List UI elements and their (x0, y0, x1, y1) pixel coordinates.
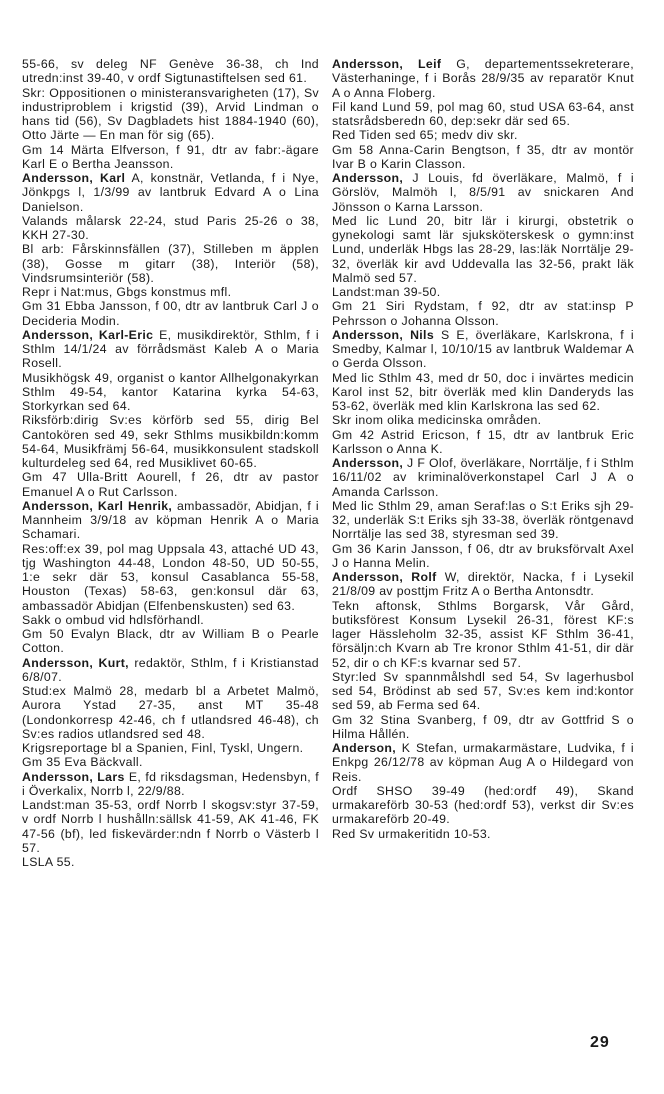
entry-text: K Stefan, urmakarmästare, Ludvika, f i Enkpg 26/12/78 av köpman Aug A o Hildegard von Reis. (332, 741, 634, 784)
entry-paragraph (22, 542, 319, 613)
entry-paragraph (332, 128, 634, 142)
entry-name: Andersson, Karl Henrik, (22, 498, 173, 513)
entry-text: ambassadör, Abidjan, f i Mannheim 3/9/18 av köpman Henrik A o Maria Schamari. (22, 498, 320, 542)
entry-paragraph (22, 413, 319, 470)
entry-text: Sakk o ombud vid hdlsförhandl. (22, 612, 205, 627)
entry-paragraph (22, 299, 319, 328)
entry-text: Med lic Lund 20, bitr lär i kirurgi, obstetrik o gynekologi samt lär sjuksköterskesk o gymn:inst Lund, underläk Hbgs las 28-29, las:läk Norrtälje 29-32, överläk kir avd Uddevalla las 32-56, prakt läk Malmö sed 57. (332, 213, 634, 285)
entry-paragraph (332, 428, 634, 457)
entry-paragraph (332, 499, 634, 542)
page-number: 29 (590, 1034, 610, 1051)
entry-name: Andersson, Rolf (332, 570, 437, 584)
entry-text: W, direktör, Nacka, f i Lysekil 21/8/09 av posttjm Fritz A o Bertha Antonsdtr. (332, 570, 635, 599)
entry-name: Andersson, Lars (22, 769, 125, 784)
entry-text: Red Tiden sed 65; medv div skr. (332, 128, 518, 143)
entry-text: Krigsreportage bl a Spanien, Finl, Tyskl, Ungern. (22, 741, 304, 755)
entry-paragraph (22, 755, 319, 769)
entry-text: E, fd riksdagsman, Hedensbyn, f i Överkalix, Norrb l, 22/9/88. (22, 769, 319, 798)
biography-entry (22, 328, 319, 371)
entry-paragraph (332, 143, 634, 172)
entry-text: redaktör, Sthlm, f i Kristianstad 6/8/07. (22, 655, 319, 684)
entry-text: Bl arb: Fårskinnsfällen (37), Stilleben m äpplen (38), Gosse m gitarr (38), Interiör (58), Vindsrumsinteriör (58). (22, 242, 319, 285)
entry-name: Andersson, (332, 171, 404, 185)
entry-paragraph (332, 827, 634, 841)
entry-text: Fil kand Lund 59, pol mag 60, stud USA 63-64, anst statsrådsberedn 60, dep:sekr där sed 65. (332, 99, 634, 128)
entry-name: Andersson, Kurt, (22, 655, 129, 670)
biography-entry (22, 656, 319, 685)
entry-paragraph (22, 242, 319, 285)
right-column (332, 57, 634, 841)
entry-text: Gm 47 Ulla-Britt Aourell, f 26, dtr av pastor Emanuel A o Rut Carlsson. (22, 470, 319, 499)
entry-text: Skr inom olika medicinska områden. (332, 413, 542, 428)
biography-entry (332, 456, 634, 499)
entry-paragraph (332, 784, 634, 827)
entry-paragraph (22, 627, 319, 656)
entry-text: Res:off:ex 39, pol mag Uppsala 43, attaché UD 43, tjg Washington 44-48, London 48-50, UD 50-55, 1:e sekr där 53, konsul Casablanca 55-58, Houston (Texas) 58-63, gen:konsul där 63, ambassadör Abidjan (Elfenbenskusten) sed 63. (22, 541, 319, 613)
entry-text: Styr:led Sv spannmålshdl sed 54, Sv lagerhusbol sed 54, Brödinst ab sed 57, Sv:es kem ind:kontor sed 59, ab Ferma sed 64. (332, 669, 634, 713)
entry-text: Landst:man 35-53, ordf Norrb l skogsv:styr 37-59, v ordf Norrb l hushålln:sällsk 41-59, AK 41-46, FK 47-56 (bf), led fiskevärder:ndn f Norrb o Västerb l 57. (22, 798, 319, 855)
entry-text: Med lic Sthlm 43, med dr 50, doc i invärtes medicin Karol inst 52, bitr överläk med klin Danderyds las 53-62, överläk med klin Karlskrona las sed 62. (332, 370, 634, 413)
entry-text: Repr i Nat:mus, Gbgs konstmus mfl. (22, 285, 232, 299)
entry-text: Gm 58 Anna-Carin Bengtson, f 35, dtr av montör Ivar B o Karin Classon. (332, 142, 634, 171)
entry-name: Andersson, Nils (332, 327, 435, 342)
entry-paragraph (332, 542, 634, 571)
entry-text: 55-66, sv deleg NF Genève 36-38, ch Ind utredn:inst 39-40, v ordf Sigtunastiftelsen sed 61. (22, 57, 319, 86)
entry-text: G, departementssekreterare, Västerhaninge, f i Borås 28/9/35 av reparatör Knut A o Anna Floberg. (332, 57, 634, 100)
biography-entry (22, 499, 319, 542)
entry-text: Gm 21 Siri Rydstam, f 92, dtr av stat:insp P Pehrsson o Johanna Olsson. (332, 299, 634, 328)
entry-paragraph (22, 855, 319, 869)
entry-paragraph (22, 741, 319, 755)
entry-paragraph (332, 214, 634, 285)
entry-paragraph (22, 86, 319, 143)
entry-text: Gm 32 Stina Svanberg, f 09, dtr av Gottfrid S o Hilma Hållén. (332, 712, 634, 741)
biography-entry (332, 171, 634, 214)
entry-paragraph (332, 599, 634, 670)
entry-paragraph (332, 371, 634, 414)
entry-text: A, konstnär, Vetlanda, f i Nye, Jönkpgs l, 1/3/99 av lantbruk Edvard A o Lina Danielson. (22, 171, 319, 214)
entry-text: Tekn aftonsk, Sthlms Borgarsk, Vår Gård, butiksförest Konsum Lysekil 26-31, förest KF:s lager Hässleholm 32-35, assist KF Sthlm 36-41, försäljn:ch Kvarn ab Tre kronor Sthlm 41-51, dir där 52, dir o ch KF:s kvarnar sed 57. (332, 598, 634, 670)
entry-text: Valands målarsk 22-24, stud Paris 25-26 o 38, KKH 27-30. (22, 213, 319, 242)
entry-text: Skr: Oppositionen o ministeransvarigheten (17), Sv industriproblem i krigstid (39), Arvid Lindman o hans tid (56), Sv Dagbladets hist 1884-1940 (60), Otto Järte — En man för sig (65). (22, 85, 319, 143)
biography-entry (332, 57, 634, 100)
entry-paragraph (22, 613, 319, 627)
entry-text: Landst:man 39-50. (332, 285, 441, 299)
entry-text: Gm 50 Evalyn Black, dtr av William B o Pearle Cotton. (22, 627, 319, 656)
entry-text: Ordf SHSO 39-49 (hed:ordf 49), Skand urmakareförb 30-53 (hed:ordf 53), verkst dir Sv:es urmakareförb 20-49. (332, 783, 634, 827)
entry-paragraph (22, 684, 319, 741)
biography-entry (22, 770, 319, 799)
entry-text: Gm 35 Eva Bäckvall. (22, 755, 143, 770)
entry-text: S E, överläkare, Karlskrona, f i Smedby, Kalmar l, 10/10/15 av lantbruk Waldemar A o Gerda Olsson. (332, 327, 634, 371)
entry-text: Stud:ex Malmö 28, medarb bl a Arbetet Malmö, Aurora Ystad 27-35, anst MT 35-48 (Londonkorresp 42-46, ch f utlandsred 46-48), ch Sv:es radios utlandsred sed 48. (22, 684, 319, 741)
entry-paragraph (332, 299, 634, 328)
entry-paragraph (22, 143, 319, 172)
entry-paragraph (22, 371, 319, 414)
entry-paragraph (22, 57, 319, 86)
entry-text: LSLA 55. (22, 855, 75, 869)
entry-paragraph (22, 285, 319, 299)
entry-paragraph (332, 413, 634, 427)
entry-text: E, musikdirektör, Sthlm, f i Sthlm 14/1/24 av förrådsmäst Kaleb A o Maria Rosell. (22, 327, 320, 371)
entry-text: Musikhögsk 49, organist o kantor Allhelgonakyrkan Sthlm 49-54, kantor Katarina kyrka 54-63, Storkyrkan sed 64. (22, 370, 319, 413)
entry-name: Andersson, Karl (22, 171, 126, 185)
entry-paragraph (22, 214, 319, 243)
biography-entry (332, 328, 634, 371)
entry-name: Andersson, Karl-Eric (22, 327, 154, 342)
entry-text: Gm 31 Ebba Jansson, f 00, dtr av lantbruk Carl J o Decideria Modin. (22, 299, 319, 328)
entry-text: Gm 42 Astrid Ericson, f 15, dtr av lantbruk Eric Karlsson o Anna K. (332, 427, 634, 456)
entry-name: Anderson, (332, 741, 396, 755)
entry-text: Gm 14 Märta Elfverson, f 91, dtr av fabr:-ägare Karl E o Bertha Jeansson. (22, 142, 319, 171)
biography-entry (332, 741, 634, 784)
entry-paragraph (22, 470, 319, 499)
entry-text: Med lic Sthlm 29, aman Seraf:las o S:t Eriks sjh 29-32, underläk S:t Eriks sjh 33-38, överläk röntgenavd Norrtälje las sed 38, styresman sed 39. (332, 498, 634, 542)
entry-paragraph (332, 100, 634, 129)
entry-text: Riksförb:dirig Sv:es körförb sed 55, dirig Bel Cantokören sed 49, sekr Sthlms musikbildn:komm 54-64, Musikfrämj 56-64, musikkonsulent stadskoll kulturdeleg sed 64, red Musiklivet 60-65. (22, 413, 319, 470)
entry-name: Andersson, Leif (332, 57, 442, 71)
entry-paragraph (332, 670, 634, 713)
entry-text: J Louis, fd överläkare, Malmö, f i Görslöv, Malmöh l, 8/5/91 av snickaren And Jönsson o Karna Larsson. (332, 171, 634, 214)
left-column (22, 57, 319, 869)
entry-paragraph (332, 713, 634, 742)
entry-name: Andersson, (332, 456, 404, 470)
entry-text: Red Sv urmakeritidn 10-53. (332, 826, 491, 841)
entry-paragraph (22, 798, 319, 855)
entry-paragraph (332, 285, 634, 299)
entry-text: Gm 36 Karin Jansson, f 06, dtr av bruksförvalt Axel J o Hanna Melin. (332, 541, 634, 570)
biography-entry (22, 171, 319, 214)
entry-text: J F Olof, överläkare, Norrtälje, f i Sthlm 16/11/02 av kriminalöverkonstapel Carl J A o Amanda Carlsson. (332, 456, 634, 499)
biography-entry (332, 570, 634, 599)
